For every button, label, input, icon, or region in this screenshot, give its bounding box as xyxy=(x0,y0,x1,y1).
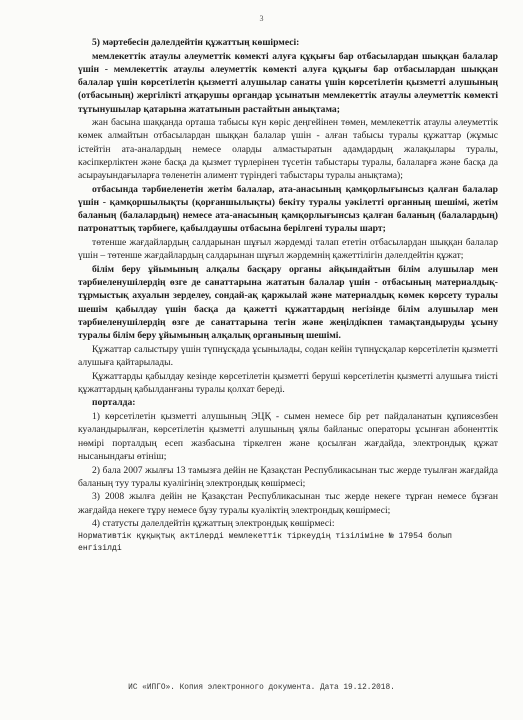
paragraph: жан басына шаққанда орташа табысы күн көріс деңгейінен төмен, мемлекеттік атаулы әлеуметтік көмек алмайтын отбасылардан шыққан балалар үшін - алған табысы туралы құжаттар (жұмыс істейтін ата-аналардың немесе оларды алмастыратын адамдардың жалақылары туралы, кәсіпкерліктен және басқа да қызмет түрлерінен түсетін табыстары туралы, балаларға және басқа да асырауындағыларға төленетін алимент түріндегі табыстары туралы анықтама); xyxy=(78,117,498,182)
paragraph: 1) көрсетілетін қызметті алушының ЭЦҚ - сымен немесе бір рет пайдаланатын құпиясөзбен куәландырылған, көрсетілетін қызметті алушының ұялы байланыс операторы ұсынған абоненттік нөмірі порталдың есеп жазбасына тіркелген және қосылған жағдайда, электрондық құжат нысанындағы өтініш; xyxy=(78,411,498,462)
paragraph: мемлекеттік атаулы әлеуметтік көмекті алуға құқығы бар отбасылардан шыққан балалар үшін - мемлекеттік атаулы әлеуметтік көмекті алуға құқығы бар отбасылардан шыққан балалар үшін көрсетілетін қызметті алушылар санаты үшін көрсетілетін қызметті алушының (отбасының) жергілікті атқарушы органдар ұсынатын мемлекеттік атаулы әлеуметтік көмекті тұтынушылар қатарына жататынын растайтын анықтама; xyxy=(78,50,498,115)
paragraph: Құжаттар салыстыру үшін түпнұсқада ұсынылады, содан кейін түпнұсқалар көрсетілетін қызметті алушыға қайтарылады. xyxy=(78,343,498,368)
footer-note: ИС «ИПГО». Копия электронного документа. Дата 19.12.2018. xyxy=(128,684,395,692)
paragraph: 3) 2008 жылға дейін не Қазақстан Республикасынан тыс жерде некеге тұрған немесе бұзған жағдайда некеге тұру немесе бұзу туралы куәліктің электрондық көшірмесі; xyxy=(78,491,498,516)
paragraph: төтенше жағдайлардың салдарынан шұғыл жәрдемді талап ететін отбасылардан шыққан балалар үшін – төтенше жағдайлардың салдарынан шұғыл жәрдемнің қажеттілігін дәлелдейтін құжат; xyxy=(78,237,498,262)
page-number: 3 xyxy=(259,14,264,23)
paragraph: отбасында тәрбиеленетін жетім балалар, ата-анасының қамқорлығынсыз қалған балалар үшін - қамқоршылықты (қорғаншылықты) бекіту туралы уәкілетті органның шешімі, жетім баланың (балалардың) немесе ата-анасының қамқорлығынсыз қалған баланың (балалардың) патронаттық тәрбиеге, қабылдаушы отбасына берілгені туралы шарт; xyxy=(78,183,498,235)
paragraph: білім беру ұйымының алқалы басқару органы айқындайтын білім алушылар мен тәрбиеленушілердің өзге де санаттарына жататын балалар үшін - отбасының материалдық-тұрмыстық ахуалын зерделеу, сондай-ақ қаржылай және материалдық көмек көрсету туралы шешім қабылдау үшін басқа да қажетті құжаттардың негізінде білім алушылар мен тәрбиеленушілердің өзге де санаттарына тегін және жеңілдікпен тамақтандыруды ұсыну туралы білім беру ұйымының алқалық органының шешімі. xyxy=(78,263,498,341)
document-body xyxy=(78,36,498,556)
paragraph: 2) бала 2007 жылғы 13 тамызға дейін не Қазақстан Республикасынан тыс жерде туылған жағдайда баланың туу туралы куәлігінің электрондық көшірмесі; xyxy=(78,464,498,489)
paragraph: порталда: xyxy=(92,397,136,409)
paragraph: 4) статусты дәлелдейтін құжаттың электрондық көшірмесі: xyxy=(92,518,335,530)
paragraph: Нормативтік құқықтық актілерді мемлекеттік тіркеудің тізіліміне № 17954 болып енгізілді xyxy=(78,532,452,554)
paragraph: Құжаттарды қабылдау кезінде көрсетілетін қызметті беруші көрсетілетін қызметті алушыға тиісті құжаттардың қабылданғаны туралы қолхат береді. xyxy=(78,370,498,395)
paragraph: 5) мәртебесін дәлелдейтін құжаттың көшірмесі: xyxy=(92,37,300,48)
